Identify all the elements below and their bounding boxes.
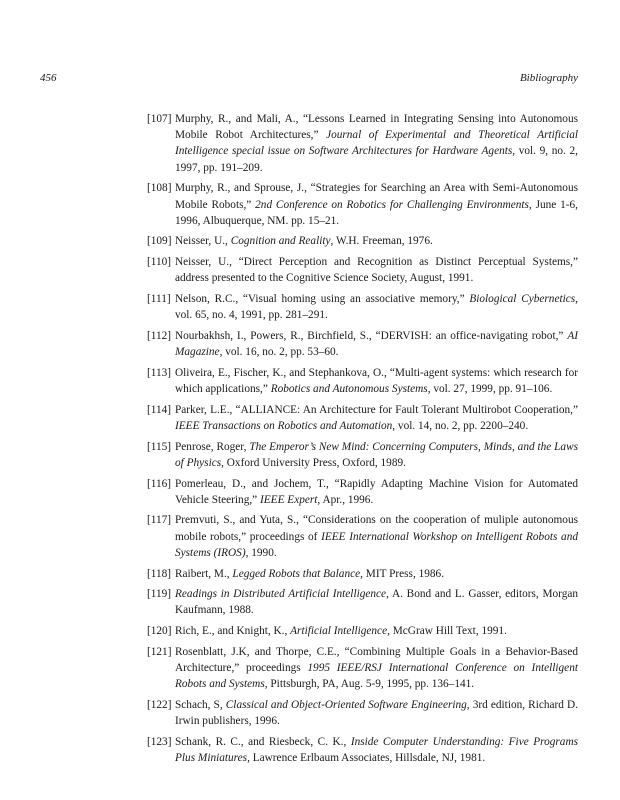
bib-text (175, 235, 433, 247)
bib-entry (145, 734, 578, 766)
bib-entry (145, 586, 578, 618)
bib-text-segment: , 3rd edition, Richard D. Irwin publishers, 1996. (175, 699, 579, 728)
bib-title-italic: IEEE International Workshop on Intelligent Robots and Systems (IROS) (175, 530, 578, 559)
bib-title-italic: Robotics and Autonomous Systems (270, 383, 428, 396)
bib-text-segment: Neisser, U., (175, 235, 231, 248)
bib-text-segment: , Lawrence Erlbaum Associates, Hillsdale, NJ, 1981. (247, 752, 486, 765)
bib-title-italic: Journal of Experimental and Theoretical Artificial Intelligence special issue on Software Architectures for Hardware Agents (175, 129, 578, 158)
bib-entry (145, 566, 578, 582)
bib-text-segment: Penrose, Roger, (175, 440, 250, 453)
bib-text-segment: , vol. 9, no. 2, 1997, pp. 191–209. (175, 145, 578, 174)
bibliography-list (145, 111, 578, 771)
bib-entry (145, 291, 578, 323)
bib-entry (145, 512, 578, 561)
bib-text (175, 256, 578, 284)
bib-title-italic: 1995 IEEE/RSJ International Conference on Intelligent Robots and Systems (175, 662, 578, 691)
bib-text-segment: , 1990. (245, 546, 277, 559)
bib-text-segment: , vol. 14, no. 2, pp. 2200–240. (392, 419, 529, 432)
bib-title-italic: 2nd Conference on Robotics for Challenging Environments (255, 198, 529, 211)
bib-text-segment: Pomerleau, D., and Jochem, T., “Rapidly Adapting Machine Vision for Automated Vehicle Steering,” (175, 477, 578, 506)
bib-text-segment: Nelson, R.C., “Visual homing using an associative memory,” (175, 293, 470, 306)
running-head: Bibliography (519, 72, 578, 84)
bib-title-italic: Legged Robots that Balance (232, 567, 361, 580)
bib-text-segment: Murphy, R., and Sprouse, J., “Strategies for Searching an Area with Semi-Autonomous Mobile Robots,” (175, 182, 578, 211)
bib-text-segment: Rosenblatt, J.K, and Thorpe, C.E., “Combining Multiple Goals in a Behavior-Based Architecture,” proceedings (175, 645, 578, 675)
bib-number: [122] (147, 699, 172, 711)
bib-number: [118] (147, 567, 172, 580)
bib-entry (145, 439, 578, 471)
bib-number: [113] (147, 366, 172, 379)
bib-text-segment: , Pittsburgh, PA, Aug. 5-9, 1995, pp. 136–141. (264, 678, 475, 691)
bib-text (175, 441, 578, 469)
bib-text (175, 478, 578, 506)
bib-title-italic: The Emperor’s New Mind: Concerning Computers, Minds, and the Laws of Physics (175, 440, 579, 469)
bib-text-segment: Rich, E., and Knight, K., (175, 625, 291, 638)
bib-number: [116] (147, 477, 172, 490)
bib-title-italic: IEEE Transactions on Robotics and Automation (175, 419, 393, 432)
bib-entry (145, 180, 578, 229)
bib-entry (145, 254, 578, 286)
bib-text (175, 568, 444, 580)
bib-text (175, 646, 578, 690)
bib-text-segment: , McGraw Hill Text, 1991. (387, 625, 507, 638)
bib-text (175, 514, 578, 558)
bib-entry (145, 402, 578, 434)
bib-text-segment: , MIT Press, 1986. (360, 567, 445, 580)
bib-text-segment: Raibert, M., (175, 567, 233, 580)
bib-number: [121] (147, 645, 172, 658)
bib-title-italic: Cognition and Reality (230, 235, 331, 248)
bib-number: [114] (147, 403, 172, 416)
bib-text (175, 367, 578, 395)
bib-entry (145, 644, 578, 693)
bib-text-segment: Premvuti, S., and Yuta, S., “Considerations on the cooperation of muliple autonomous mobile robots,” proceedings of (175, 514, 578, 543)
bib-text-segment: Murphy, R., and Mali, A., “Lessons Learned in Integrating Sensing into Autonomous Mobile Robot Architectures,” (175, 113, 578, 142)
bib-text-segment: , vol. 65, no. 4, 1991, pp. 281–291. (175, 293, 578, 322)
bib-entry (145, 111, 578, 176)
bib-text-segment: Neisser, U., “Direct Perception and Recognition as Distinct Perceptual Systems,” address presented to the Cognitive Science Society, August, 1991. (175, 256, 578, 285)
bib-title-italic: Inside Computer Understanding: Five Programs Plus Miniatures (175, 735, 578, 765)
bib-number: [119] (147, 588, 172, 601)
bib-text-segment: Parker, L.E., “ALLIANCE: An Architecture for Fault Tolerant Multirobot Cooperation,” (175, 403, 578, 416)
page-number: 456 (40, 72, 57, 84)
bib-title-italic: Classical and Object-Oriented Software Engineering (225, 699, 467, 711)
bib-entry (145, 697, 578, 729)
bib-number: [110] (147, 256, 172, 269)
bib-entry (145, 233, 578, 249)
bib-entry (145, 623, 578, 639)
bib-text (175, 404, 578, 432)
page-header (40, 72, 578, 88)
bib-number: [108] (147, 182, 172, 195)
bib-text (175, 699, 578, 727)
bib-number: [109] (147, 235, 172, 248)
bib-text-segment: , June 1-6, 1996, Albuquerque, NM. pp. 15–21. (175, 198, 578, 227)
bib-entry (145, 365, 578, 397)
bib-text-segment: Schach, S, (175, 699, 226, 711)
bib-text (175, 182, 578, 226)
bib-text-segment: Nourbakhsh, I., Powers, R., Birchfield, S., “DERVISH: an office-navigating robot,” (175, 329, 568, 342)
bib-text-segment: , vol. 16, no. 2, pp. 53–60. (219, 346, 339, 359)
bib-text-segment: Oliveira, E., Fischer, K., and Stephankova, O., “Multi-agent systems: which research for which applications,” (175, 366, 578, 396)
bib-number: [120] (147, 625, 172, 638)
bib-text (175, 625, 507, 637)
bib-text (175, 330, 578, 358)
bib-text (175, 293, 578, 321)
bib-text (175, 588, 578, 616)
bib-text-segment: , vol. 27, 1999, pp. 91–106. (427, 383, 553, 396)
bib-number: [117] (147, 514, 172, 527)
bib-number: [111] (147, 293, 171, 306)
bib-title-italic: Readings in Distributed Artificial Intelligence (175, 588, 387, 601)
bib-entry (145, 328, 578, 360)
bib-text (175, 736, 578, 764)
bib-title-italic: AI Magazine (175, 329, 578, 359)
bib-text-segment: , Apr., 1996. (317, 493, 374, 506)
bib-text-segment: , W.H. Freeman, 1976. (330, 235, 433, 248)
bib-number: [123] (147, 735, 172, 748)
bib-text (175, 113, 578, 174)
bib-entry (145, 476, 578, 508)
bib-title-italic: Biological Cybernetics (469, 293, 576, 306)
bib-number: [115] (147, 440, 172, 453)
bib-text-segment: , Oxford University Press, Oxford, 1989. (221, 456, 406, 469)
bib-number: [112] (147, 329, 172, 342)
bib-text-segment: Schank, R. C., and Riesbeck, C. K., (175, 735, 351, 748)
bib-number: [107] (147, 113, 172, 125)
bib-title-italic: Artificial Intelligence (290, 625, 388, 638)
bib-title-italic: IEEE Expert (260, 493, 318, 506)
bib-text-segment: , A. Bond and L. Gasser, editors, Morgan Kaufmann, 1988. (175, 588, 579, 617)
